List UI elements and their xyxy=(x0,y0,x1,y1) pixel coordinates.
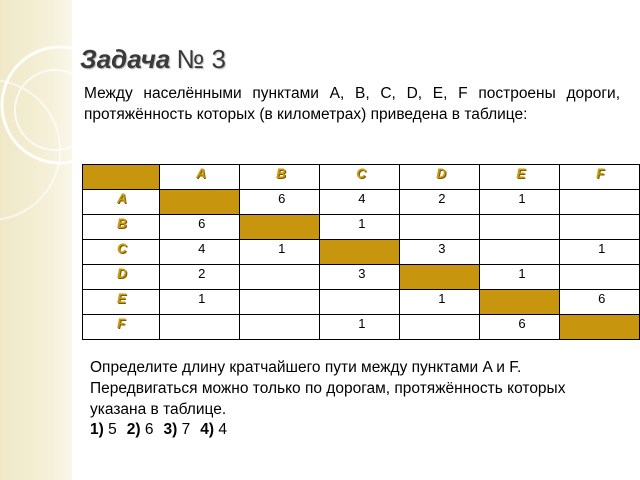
title-number: № 3 xyxy=(176,44,226,74)
distance-cell xyxy=(240,265,320,290)
answer-value: 6 xyxy=(144,421,154,438)
distance-cell xyxy=(560,265,640,290)
distance-cell xyxy=(320,290,400,315)
answer-value: 5 xyxy=(108,421,117,438)
distance-cell xyxy=(480,240,560,265)
distance-cell: 4 xyxy=(160,240,240,265)
row-header-f: F xyxy=(83,315,160,340)
distance-cell: 6 xyxy=(560,290,640,315)
answer-option xyxy=(127,421,154,438)
diagonal-cell xyxy=(400,265,480,290)
distance-cell: 1 xyxy=(560,240,640,265)
row-header-d: D xyxy=(83,265,160,290)
table-row xyxy=(83,290,640,315)
table-row xyxy=(83,240,640,265)
title-word: Задача xyxy=(80,44,171,74)
distance-cell: 6 xyxy=(160,215,240,240)
answer-option xyxy=(163,421,190,438)
distance-cell xyxy=(160,315,240,340)
problem-question: Определите длину кратчайшего пути между пунктами A и F. Передвигаться можно только по дорогам, протяжённость которых указана в таблице. xyxy=(90,359,566,418)
distance-cell xyxy=(400,215,480,240)
distance-cell: 6 xyxy=(480,315,560,340)
answer-number: 4) xyxy=(200,421,214,438)
column-header-a: A xyxy=(160,165,240,190)
answer-value: 7 xyxy=(181,421,191,438)
distance-cell: 6 xyxy=(240,190,320,215)
distance-cell xyxy=(240,290,320,315)
column-header-b: B xyxy=(240,165,320,190)
diagonal-cell xyxy=(320,240,400,265)
problem-intro: Между населёнными пунктами A, B, C, D, E, F построены дороги, протяжённость которых (в километрах) приведена в таблице: xyxy=(84,85,620,123)
answer-option xyxy=(90,421,117,438)
distance-cell: 1 xyxy=(320,215,400,240)
row-header-c: C xyxy=(83,240,160,265)
diagonal-cell xyxy=(560,315,640,340)
distance-cell xyxy=(560,190,640,215)
table-corner-cell xyxy=(83,165,160,190)
distance-cell: 1 xyxy=(480,265,560,290)
diagonal-cell xyxy=(240,215,320,240)
diagonal-cell xyxy=(160,190,240,215)
column-header-d: D xyxy=(400,165,480,190)
answer-options xyxy=(90,421,237,439)
distance-cell: 1 xyxy=(480,190,560,215)
distance-cell xyxy=(240,315,320,340)
table-row xyxy=(83,190,640,215)
answer-option xyxy=(200,421,227,438)
row-header-b: B xyxy=(83,215,160,240)
distance-cell xyxy=(400,315,480,340)
distance-cell: 2 xyxy=(400,190,480,215)
page-title xyxy=(80,44,226,75)
column-header-c: C xyxy=(320,165,400,190)
row-header-a: A xyxy=(83,190,160,215)
distance-cell: 3 xyxy=(320,265,400,290)
answer-number: 2) xyxy=(126,421,141,438)
distance-cell: 4 xyxy=(320,190,400,215)
table-row xyxy=(83,265,640,290)
column-header-e: E xyxy=(480,165,560,190)
distance-table xyxy=(82,164,640,340)
distance-cell: 2 xyxy=(160,265,240,290)
answer-number: 1) xyxy=(90,421,104,438)
distance-cell: 1 xyxy=(240,240,320,265)
distance-cell xyxy=(480,215,560,240)
distance-cell: 1 xyxy=(320,315,400,340)
column-header-f: F xyxy=(560,165,640,190)
table-row xyxy=(83,315,640,340)
table-row xyxy=(83,215,640,240)
distance-cell: 1 xyxy=(160,290,240,315)
diagonal-cell xyxy=(480,290,560,315)
row-header-e: E xyxy=(83,290,160,315)
distance-cell xyxy=(560,215,640,240)
distance-cell: 3 xyxy=(400,240,480,265)
answer-value: 4 xyxy=(218,421,227,438)
answer-number: 3) xyxy=(163,421,178,438)
distance-cell: 1 xyxy=(400,290,480,315)
